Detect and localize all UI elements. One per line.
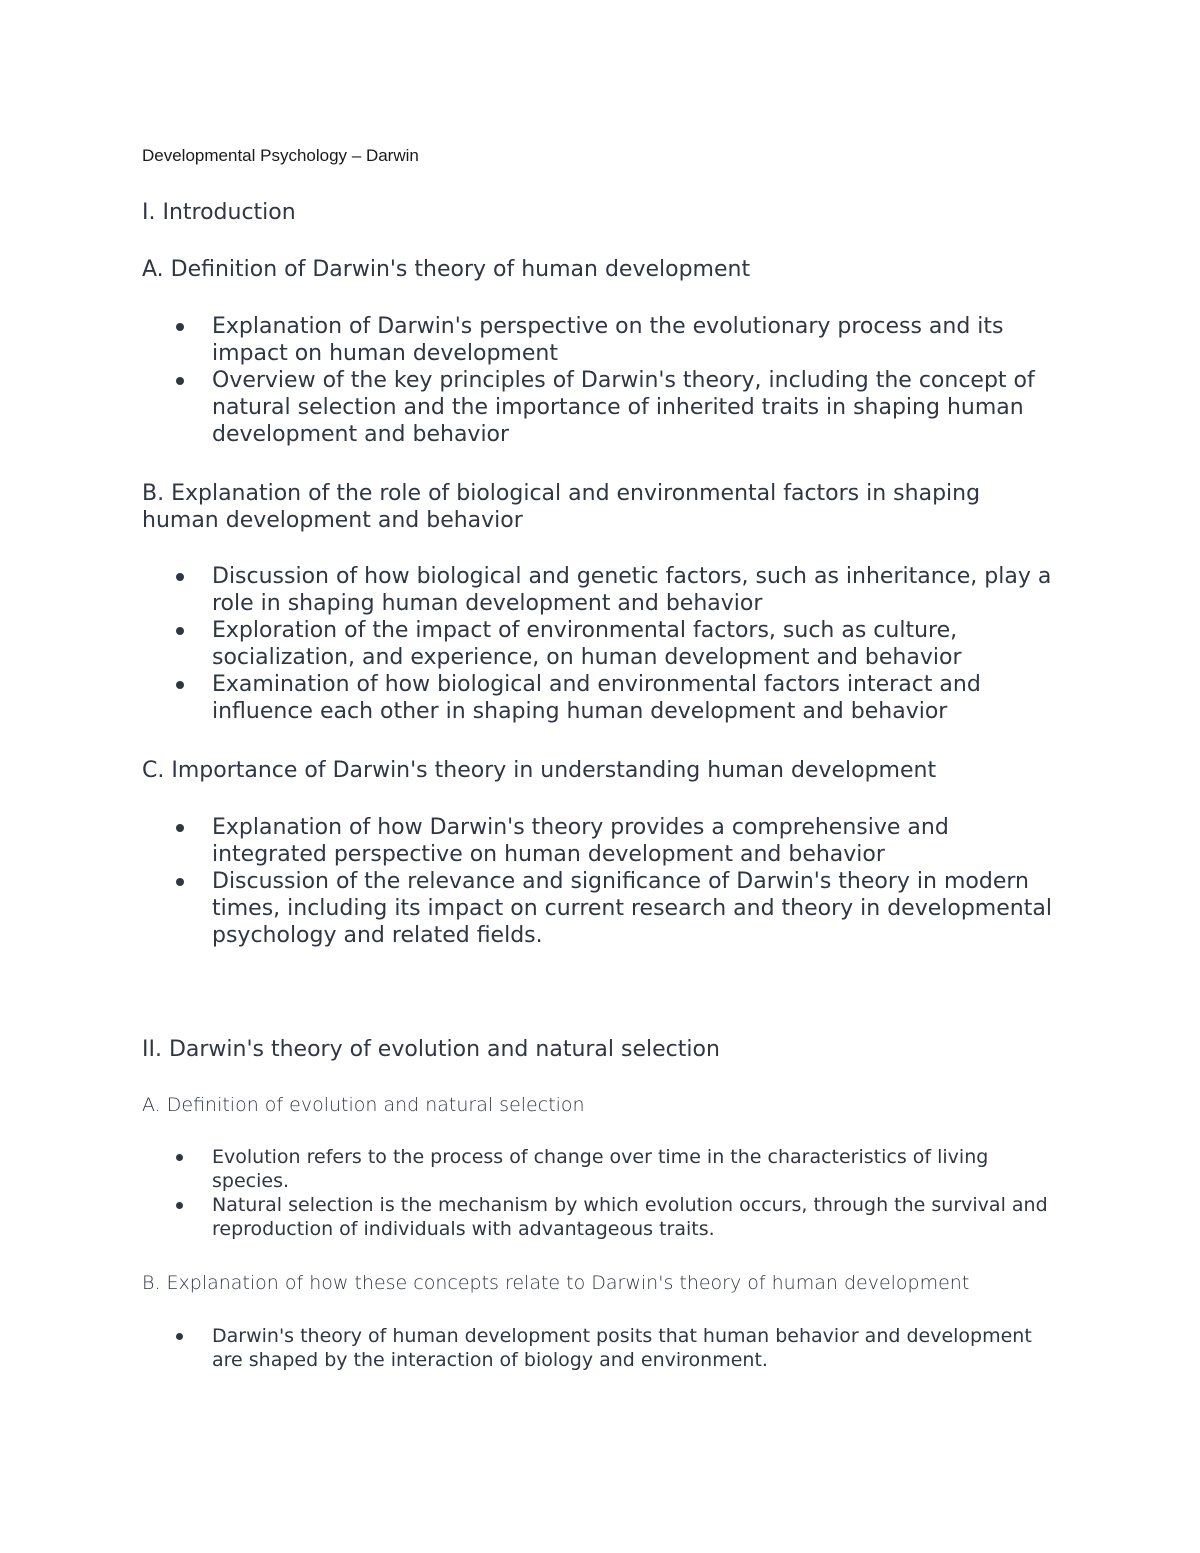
- list-item: [0, 313, 1062, 367]
- list-item-text: Darwin's theory of human development posits that human behavior and development are shaped by the interaction of biology and environment.: [212, 1325, 1032, 1371]
- bullet-icon: [176, 377, 184, 385]
- list-item: [0, 1193, 1062, 1241]
- bullet-icon: [176, 681, 184, 689]
- bullet-icon: [176, 878, 184, 886]
- list-item-text: Discussion of how biological and genetic factors, such as inheritance, play a role in shaping human development and behavior: [212, 564, 1052, 616]
- bullet-icon: [176, 824, 184, 832]
- list-item-text: Evolution refers to the process of change over time in the characteristics of living species.: [212, 1146, 989, 1192]
- bullet-icon: [176, 1202, 183, 1209]
- list-item: [0, 868, 1062, 949]
- section-1-heading: I. Introduction: [142, 200, 296, 225]
- bullet-icon: [176, 573, 184, 581]
- bullet-icon: [176, 1154, 183, 1161]
- list-item: [0, 563, 1062, 617]
- section-2-heading: II. Darwin's theory of evolution and natural selection: [142, 1037, 720, 1062]
- list-item: [0, 814, 1062, 868]
- section-1-subheading-b: B. Explanation of the role of biological and environmental factors in shaping human development and behavior: [142, 481, 981, 533]
- section-1b-bullet-list: [0, 563, 1062, 725]
- document-title: Developmental Psychology – Darwin: [142, 146, 419, 165]
- section-2b-bullet-list: [0, 1324, 1062, 1372]
- list-item-text: Overview of the key principles of Darwin's theory, including the concept of natural selection and the importance of inherited traits in shaping human development and behavior: [212, 368, 1035, 447]
- bullet-icon: [176, 323, 184, 331]
- section-2-subheading-a: A. Definition of evolution and natural selection: [142, 1094, 585, 1116]
- list-item-text: Exploration of the impact of environmental factors, such as culture, socialization, and experience, on human development and behavior: [212, 618, 962, 670]
- list-item: [0, 1145, 1062, 1193]
- section-1a-bullet-list: [0, 313, 1062, 448]
- section-2a-bullet-list: [0, 1145, 1062, 1241]
- list-item-text: Explanation of Darwin's perspective on the evolutionary process and its impact on human development: [212, 314, 1004, 366]
- section-1-subheading-c: C. Importance of Darwin's theory in understanding human development: [142, 758, 937, 783]
- section-2-subheading-b: B. Explanation of how these concepts relate to Darwin's theory of human development: [142, 1272, 970, 1294]
- list-item: [0, 1324, 1062, 1372]
- list-item: [0, 671, 1062, 725]
- list-item-text: Natural selection is the mechanism by which evolution occurs, through the survival and reproduction of individuals with advantageous traits.: [212, 1194, 1048, 1240]
- list-item-text: Discussion of the relevance and significance of Darwin's theory in modern times, including its impact on current research and theory in developmental psychology and related fields.: [212, 869, 1052, 948]
- list-item: [0, 617, 1062, 671]
- bullet-icon: [176, 627, 184, 635]
- section-1c-bullet-list: [0, 814, 1062, 949]
- list-item-text: Examination of how biological and environmental factors interact and influence each other in shaping human development and behavior: [212, 672, 981, 724]
- section-1-subheading-a: A. Definition of Darwin's theory of human development: [142, 257, 751, 282]
- list-item: [0, 367, 1062, 448]
- bullet-icon: [176, 1333, 183, 1340]
- list-item-text: Explanation of how Darwin's theory provides a comprehensive and integrated perspective on human development and behavior: [212, 815, 949, 867]
